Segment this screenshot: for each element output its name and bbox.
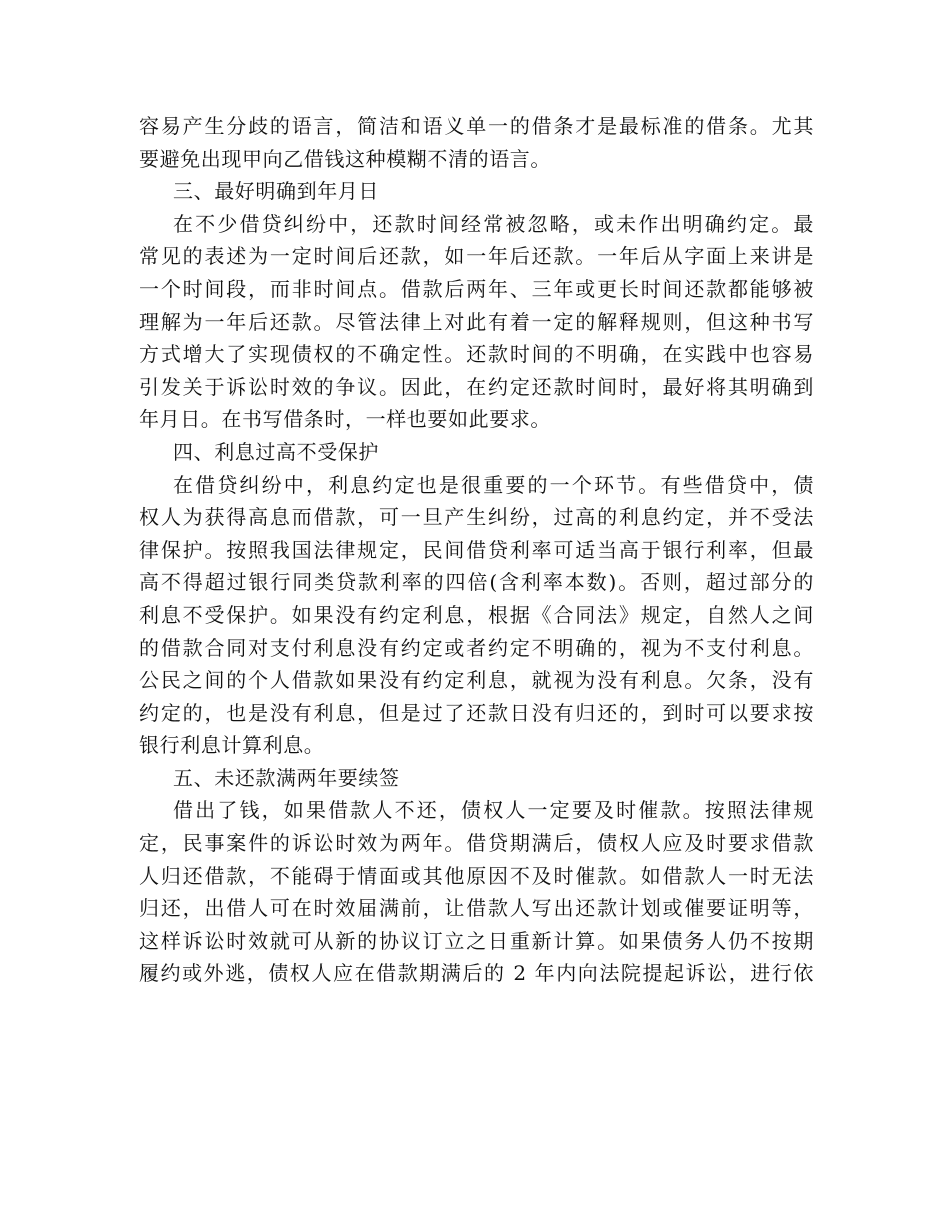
text-line: 引发关于诉讼时效的争议。因此，在约定还款时间时，最好将其明确到 <box>139 374 814 399</box>
text-line: 容易产生分歧的语言，简洁和语义单一的借条才是最标准的借条。尤其 <box>139 114 814 138</box>
text-line: 年月日。在书写借条时，一样也要如此要求。 <box>139 407 551 432</box>
text-line: 常见的表述为一定时间后还款，如一年后还款。一年后从字面上来讲是 <box>139 244 814 269</box>
text-line: 履约或外逃，债权人应在借款期满后的 2 年内向法院提起诉讼，进行依 <box>139 961 814 986</box>
section-heading: 三、最好明确到年月日 <box>173 179 379 204</box>
text-line: 理解为一年后还款。尽管法律上对此有着一定的解释规则，但这种书写 <box>139 309 814 334</box>
text-line: 银行利息计算利息。 <box>139 733 325 758</box>
text-line: 归还，出借人可在时效届满前，让借款人写出还款计划或催要证明等， <box>139 896 814 921</box>
text-line: 要避免出现甲向乙借钱这种模糊不清的语言。 <box>139 146 551 171</box>
text-line: 在借贷纠纷中，利息约定也是很重要的一个环节。有些借贷中，债 <box>173 472 814 497</box>
text-line: 一个时间段，而非时间点。借款后两年、三年或更长时间还款都能够被 <box>139 276 814 301</box>
text-line: 的借款合同对支付利息没有约定或者约定不明确的，视为不支付利息。 <box>139 635 814 660</box>
text-line: 约定的，也是没有利息，但是过了还款日没有归还的，到时可以要求按 <box>139 700 814 725</box>
section-heading: 五、未还款满两年要续签 <box>173 765 400 790</box>
text-line: 在不少借贷纠纷中，还款时间经常被忽略，或未作出明确约定。最 <box>173 211 814 236</box>
text-line: 定，民事案件的诉讼时效为两年。借贷期满后，债权人应及时要求借款 <box>139 831 814 856</box>
text-line: 方式增大了实现债权的不确定性。还款时间的不明确，在实践中也容易 <box>139 342 814 367</box>
document-page <box>139 110 814 990</box>
text-line: 人归还借款，不能碍于情面或其他原因不及时催款。如借款人一时无法 <box>139 863 814 888</box>
text-line: 权人为获得高息而借款，可一旦产生纠纷，过高的利息约定，并不受法 <box>139 505 814 530</box>
text-line: 借出了钱，如果借款人不还，债权人一定要及时催款。按照法律规 <box>173 798 814 823</box>
text-line: 高不得超过银行同类贷款利率的四倍(含利率本数)。否则，超过部分的 <box>139 570 814 595</box>
text-line: 律保护。按照我国法律规定，民间借贷利率可适当高于银行利率，但最 <box>139 537 814 562</box>
text-line: 公民之间的个人借款如果没有约定利息，就视为没有利息。欠条，没有 <box>139 668 814 693</box>
text-line: 利息不受保护。如果没有约定利息，根据《合同法》规定，自然人之间 <box>139 602 814 627</box>
section-heading: 四、利息过高不受保护 <box>173 439 379 464</box>
text-line: 这样诉讼时效就可从新的协议订立之日重新计算。如果债务人仍不按期 <box>139 928 814 953</box>
